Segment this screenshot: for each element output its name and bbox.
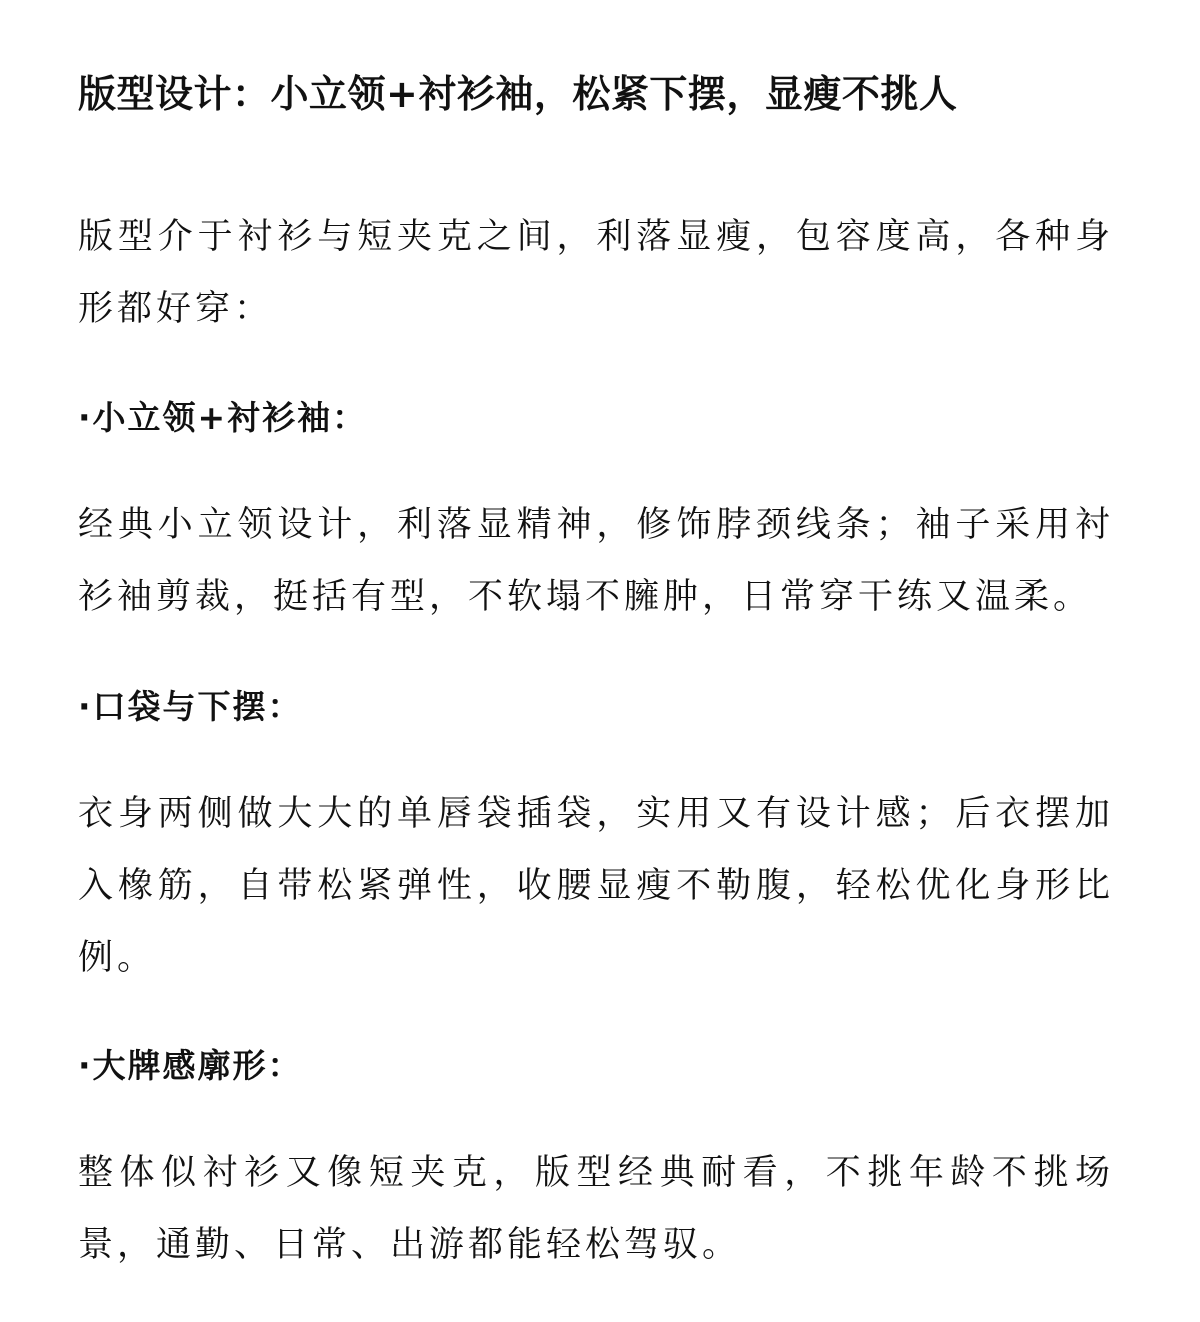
section-body-pocket-hem: 衣身两侧做大大的单唇袋插袋，实用又有设计感；后衣摆加入橡筋，自带松紧弹性，收腰显瘦不勒腹，轻松优化身形比例。: [78, 794, 1114, 978]
section-heading-silhouette: ·大牌感廓形：: [78, 1046, 303, 1085]
intro-paragraph: 版型介于衬衫与短夹克之间，利落显瘦，包容度高，各种身形都好穿：: [78, 217, 1114, 329]
section-heading-collar-sleeve: ·小立领+衬衫袖：: [78, 398, 368, 437]
section-body-collar-sleeve: 经典小立领设计，利落显精神，修饰脖颈线条；袖子采用衬衫袖剪裁，挺括有型，不软塌不臃肿，日常穿干练又温柔。: [78, 505, 1114, 617]
section-body-silhouette: 整体似衬衫又像短夹克，版型经典耐看，不挑年龄不挑场景，通勤、日常、出游都能轻松驾驭。: [78, 1153, 1114, 1265]
page-title: 版型设计：小立领+衬衫袖，松紧下摆，显瘦不挑人: [78, 72, 958, 116]
section-heading-pocket-hem: ·口袋与下摆：: [78, 687, 303, 726]
